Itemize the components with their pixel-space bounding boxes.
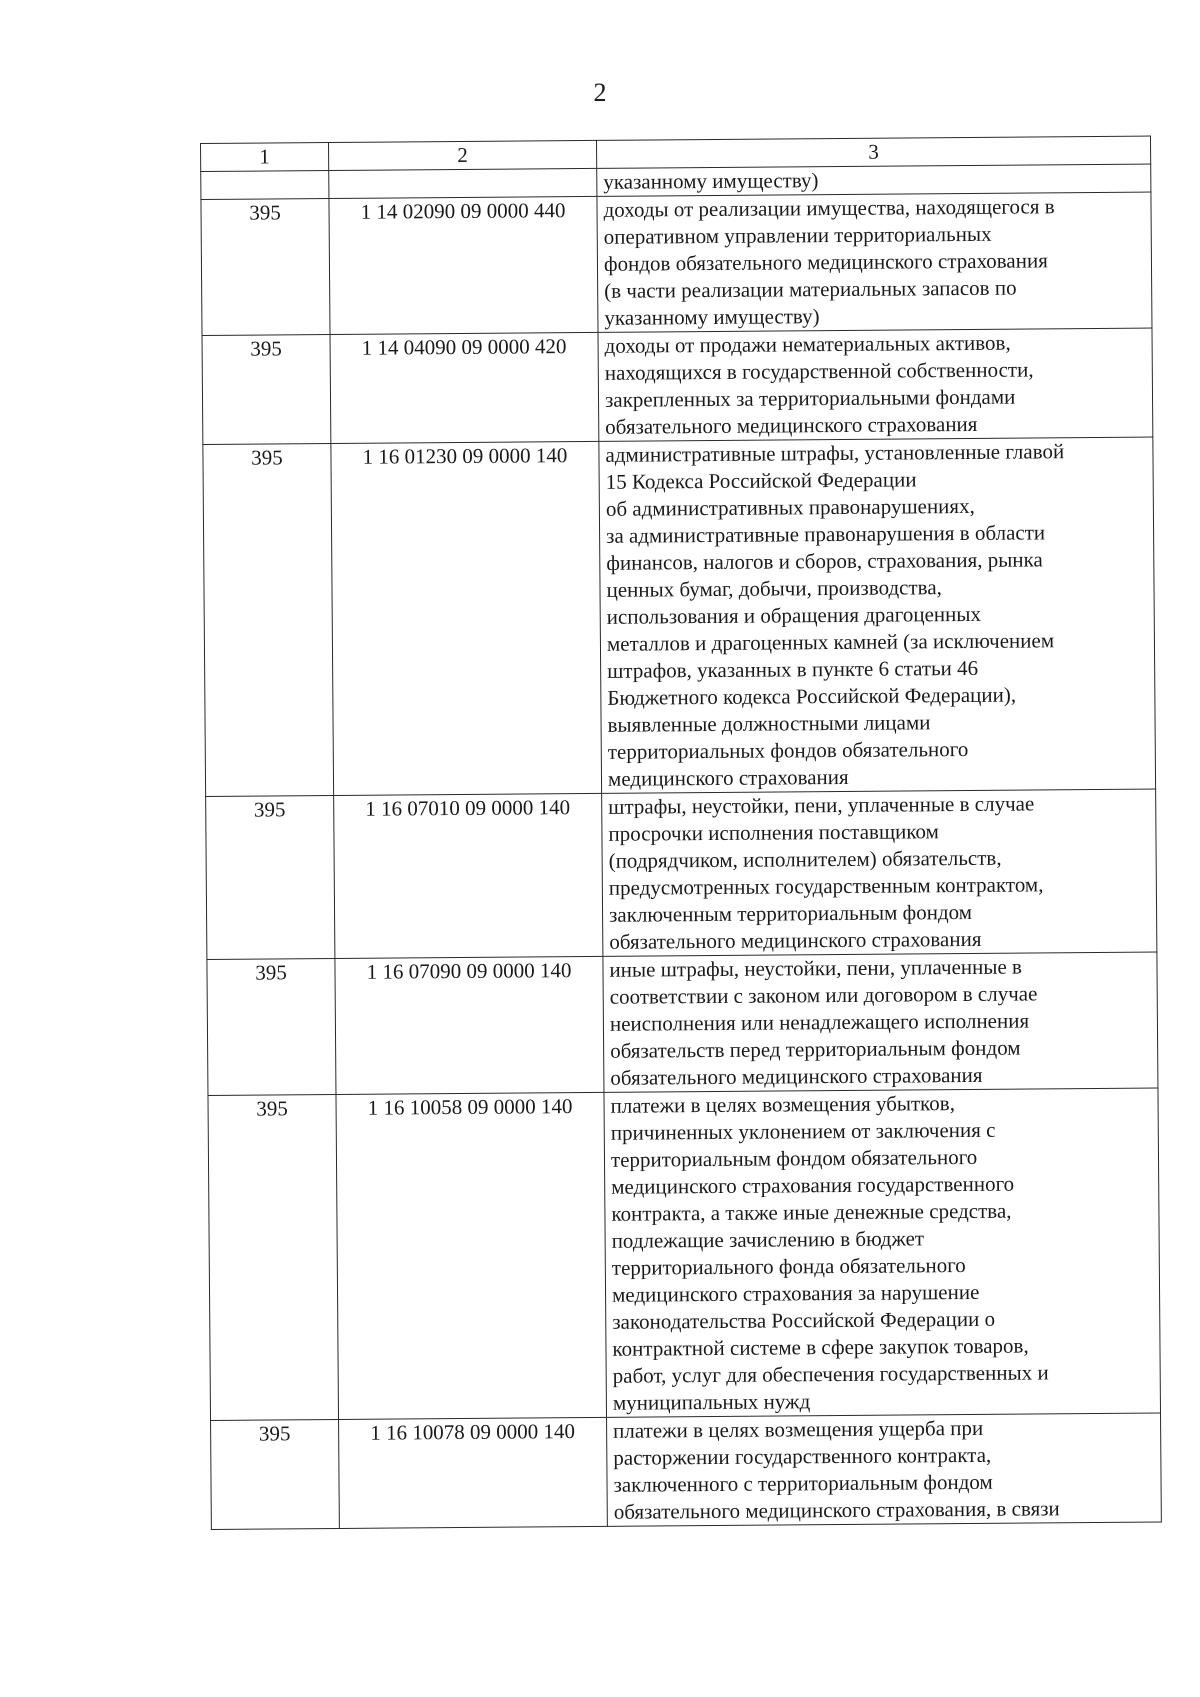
budget-code-cell: 1 16 07010 09 0000 140: [334, 793, 603, 958]
table-row: [211, 1413, 1162, 1529]
table-row: [208, 1088, 1161, 1420]
budget-code-cell: 1 14 02090 09 0000 440: [329, 196, 598, 334]
admin-code-cell: [201, 170, 329, 199]
table-row: [201, 192, 1152, 335]
header-col-3: 3: [596, 136, 1150, 168]
description-cell: иные штрафы, неустойки, пени, уплаченные в соответствии с законом или договором в случае неисполнения или ненадлежащего исполнения обязательств перед территориальным фондом обязательного медицинского страхования: [603, 952, 1158, 1092]
header-col-1: 1: [201, 142, 329, 171]
table-row: [206, 789, 1157, 959]
admin-code-cell: 395: [206, 795, 335, 959]
revenue-codes-table: [200, 136, 1162, 1530]
document-sheet: [200, 136, 1161, 1530]
budget-code-cell: 1 16 10058 09 0000 140: [336, 1092, 607, 1419]
admin-code-cell: 395: [208, 1094, 339, 1420]
budget-code-cell: 1 16 10078 09 0000 140: [339, 1417, 608, 1528]
budget-code-cell: 1 14 04090 09 0000 420: [330, 332, 599, 443]
table-body: [201, 164, 1162, 1529]
page-number: 2: [593, 78, 607, 107]
description-cell: штрафы, неустойки, пени, уплаченные в случае просрочки исполнения поставщиком (подрядчиком, исполнителем) обязательств, предусмотренных государственным контрактом, заключенным территориальным фондом обязательного медицинского страхования: [602, 789, 1157, 956]
table-row: [207, 952, 1158, 1095]
description-cell: административные штрафы, установленные главой 15 Кодекса Российской Федерации об административных правонарушениях, за административные правонарушения в области финансов, налогов и сборов, страхования, рынка ценных бумаг, добычи, производства, использования и обращения драгоценных металлов и драгоценных камней (за исключением штрафов, указанных в пункте 6 статьи 46 Бюджетного кодекса Российской Федерации), выявленные должностными лицами территориальных фондов обязательного медицинского страхования: [599, 437, 1156, 793]
budget-code-cell: 1 16 07090 09 0000 140: [335, 956, 604, 1094]
table-row: [203, 437, 1156, 796]
description-cell: доходы от продажи нематериальных активов, находящихся в государственной собственности, закрепленных за территориальными фондами обязательного медицинского страхования: [598, 328, 1153, 441]
budget-code-cell: [329, 168, 597, 198]
table-row: [202, 328, 1153, 444]
admin-code-cell: 395: [203, 443, 334, 796]
admin-code-cell: 395: [202, 334, 331, 444]
admin-code-cell: 395: [201, 198, 330, 335]
admin-code-cell: 395: [211, 1419, 340, 1529]
budget-code-cell: 1 16 01230 09 0000 140: [331, 441, 602, 795]
description-cell: доходы от реализации имущества, находящегося в оперативном управлении территориальных фондов обязательного медицинского страхования (в части реализации материальных запасов по указанному имуществу): [597, 192, 1152, 332]
description-cell: платежи в целях возмещения ущерба при расторжении государственного контракта, заключенного с территориальным фондом обязательного медицинского страхования, в связи: [607, 1413, 1162, 1526]
description-cell: платежи в целях возмещения убытков, причиненных уклонением от заключения с территориальным фондом обязательного медицинского страхования государственного контракта, а также иные денежные средства, подлежащие зачислению в бюджет территориального фонда обязательного медицинского страхования за нарушение законодательства Российской Федерации о контрактной системе в сфере закупок товаров, работ, услуг для обеспечения государственных и муниципальных нужд: [604, 1088, 1161, 1417]
admin-code-cell: 395: [207, 958, 336, 1095]
description-cell: указанному имуществу): [597, 164, 1151, 196]
header-col-2: 2: [328, 140, 596, 170]
